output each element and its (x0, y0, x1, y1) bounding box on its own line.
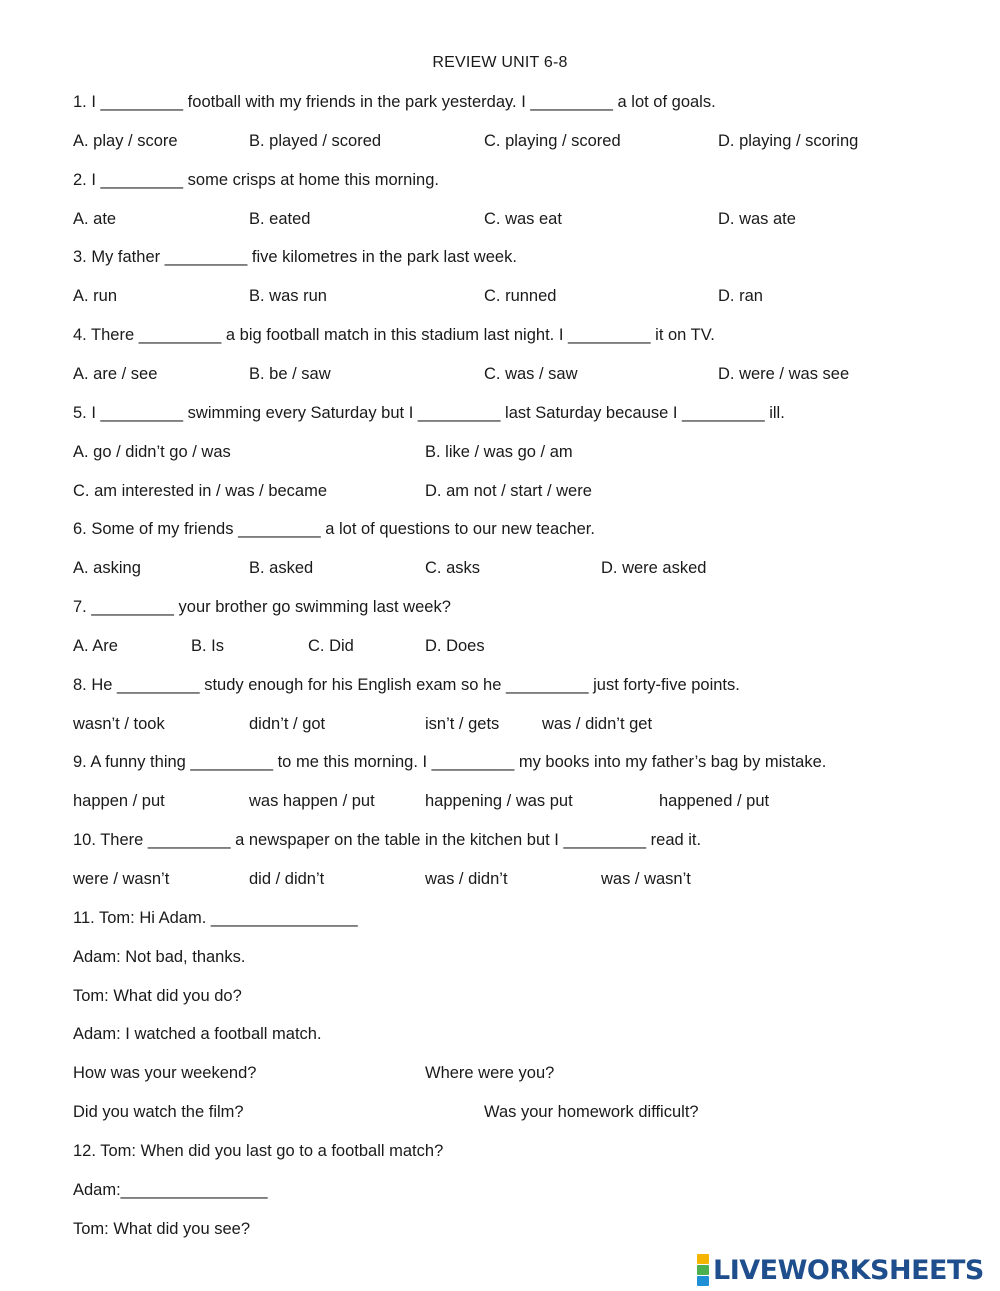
answer-option: C. was eat (484, 209, 562, 228)
answer-option: was happen / put (249, 792, 375, 811)
answer-option: B. was run (249, 287, 327, 306)
answer-option: D. ran (718, 287, 763, 306)
answer-option: D. were / was see (718, 364, 850, 383)
logo-blocks-icon (697, 1254, 709, 1286)
answer-option: isn’t / gets (425, 714, 500, 733)
question-line: 9. A funny thing _________ to me this morning. I _________ my books into my father’s bag by mistake. (73, 753, 827, 772)
answer-option: happen / put (73, 792, 165, 811)
answer-option: C. am interested in / was / became (73, 481, 328, 500)
question-line: 4. There _________ a big football match in this stadium last night. I _________ it on TV. (73, 326, 715, 345)
answer-option: B. eated (249, 209, 311, 228)
question-line: Adam: I watched a football match. (73, 1025, 322, 1044)
question-line: Tom: What did you do? (73, 986, 242, 1005)
answer-option: A. are / see (73, 364, 158, 383)
answer-option: A. asking (73, 559, 141, 578)
answer-option: Where were you? (425, 1064, 555, 1083)
answer-option: B. like / was go / am (425, 442, 573, 461)
answer-option: A. Are (73, 636, 118, 655)
answer-option: A. run (73, 287, 118, 306)
question-line: 3. My father _________ five kilometres in the park last week. (73, 248, 517, 267)
answer-option: A. ate (73, 209, 117, 228)
answer-option: A. play / score (73, 131, 178, 150)
question-line: 6. Some of my friends _________ a lot of questions to our new teacher. (73, 520, 595, 539)
question-line: 10. There _________ a newspaper on the table in the kitchen but I _________ read it. (73, 831, 702, 850)
answer-option: D. am not / start / were (425, 481, 592, 500)
answer-option: didn’t / got (249, 714, 326, 733)
answer-option: B. asked (249, 559, 314, 578)
question-line: 1. I _________ football with my friends in the park yesterday. I _________ a lot of goals. (73, 93, 716, 111)
answer-option: D. Does (425, 636, 485, 655)
answer-option: was / wasn’t (601, 870, 691, 888)
question-line: 11. Tom: Hi Adam. ________________ (73, 908, 358, 927)
logo-text: LIVEWORKSHEETS (713, 1254, 984, 1286)
question-line: 8. He _________ study enough for his English exam so he _________ just forty-five points. (73, 675, 740, 694)
answer-option: C. playing / scored (484, 131, 621, 150)
answer-option: B. be / saw (249, 364, 331, 383)
question-line: 2. I _________ some crisps at home this morning. (73, 170, 439, 189)
answer-option: B. played / scored (249, 131, 382, 150)
answer-option: was / didn’t get (542, 714, 653, 733)
answer-option: C. was / saw (484, 364, 578, 383)
answer-option: did / didn’t (249, 870, 325, 888)
answer-option: happened / put (659, 792, 770, 811)
answer-option: wasn’t / took (73, 714, 165, 733)
question-line: 7. _________ your brother go swimming last week? (73, 598, 451, 617)
answer-option: A. go / didn’t go / was (73, 442, 231, 461)
answer-option: D. was ate (718, 209, 796, 228)
answer-option: was / didn’t (425, 870, 508, 888)
answer-option: D. were asked (601, 559, 707, 578)
answer-option: D. playing / scoring (718, 131, 859, 150)
question-line: Adam: Not bad, thanks. (73, 947, 246, 966)
answer-option: Did you watch the film? (73, 1103, 244, 1122)
question-line: 12. Tom: When did you last go to a football match? (73, 1141, 444, 1160)
answer-option: were / wasn’t (73, 870, 170, 888)
answer-option: C. Did (308, 636, 354, 655)
question-line: Tom: What did you see? (73, 1219, 251, 1238)
answer-option: C. asks (425, 559, 481, 578)
question-line: Adam:________________ (73, 1180, 268, 1199)
answer-option: happening / was put (425, 792, 573, 811)
liveworksheets-logo (697, 1253, 984, 1287)
answer-option: B. Is (191, 636, 225, 655)
question-line: 5. I _________ swimming every Saturday but I _________ last Saturday because I _________ ill. (73, 403, 785, 422)
answer-option: Was your homework difficult? (484, 1103, 699, 1122)
answer-option: C. runned (484, 287, 557, 306)
answer-option: How was your weekend? (73, 1064, 257, 1083)
page-title: REVIEW UNIT 6-8 (432, 54, 568, 71)
